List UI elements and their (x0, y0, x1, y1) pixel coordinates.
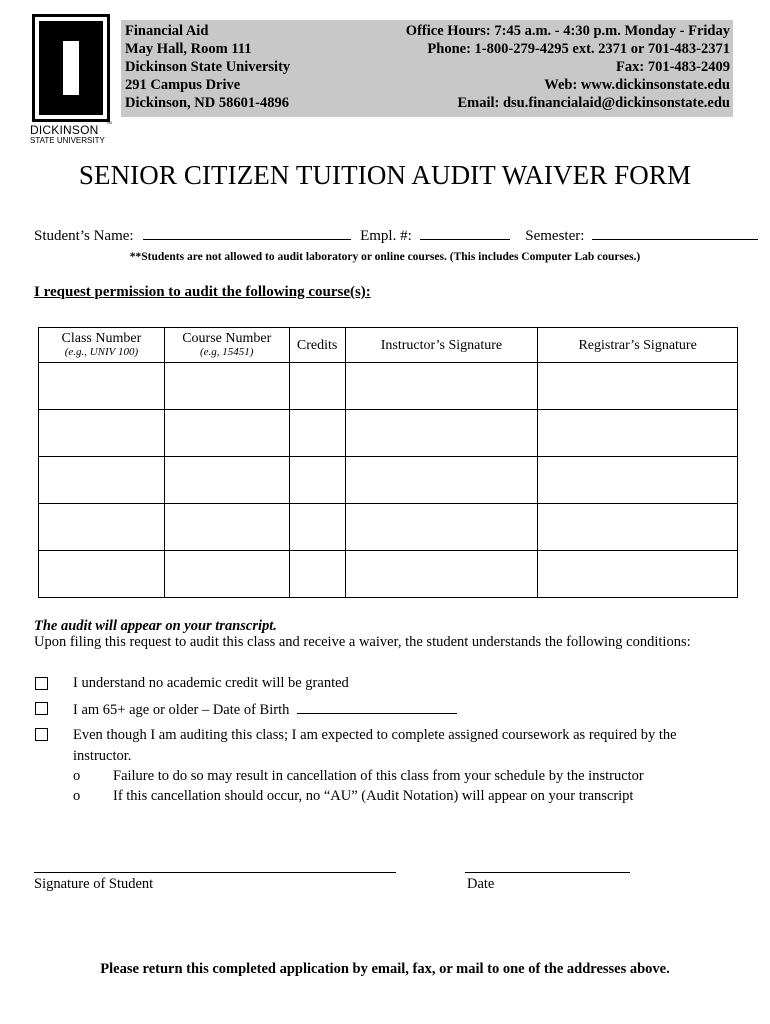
coursework-checkbox[interactable] (35, 728, 48, 741)
empl-number-field[interactable] (420, 227, 510, 240)
form-title: SENIOR CITIZEN TUITION AUDIT WAIVER FORM (78, 160, 692, 190)
table-row (39, 457, 738, 504)
credits-cell[interactable] (289, 410, 345, 457)
cancellation-condition: Failure to do so may result in cancellation of this class from your schedule by the instructor (113, 768, 644, 784)
course-number-cell[interactable] (164, 551, 289, 598)
conditions-intro: Upon filing this request to audit this class and receive a waiver, the student understands the following conditions: (34, 634, 691, 650)
class-number-cell[interactable] (39, 457, 165, 504)
semester-field[interactable] (592, 227, 758, 240)
instructor-signature-cell[interactable] (345, 410, 538, 457)
university-name: Dickinson State University (125, 59, 291, 75)
instructor-signature-cell[interactable] (345, 363, 538, 410)
credits-cell[interactable] (289, 457, 345, 504)
student-info-row (34, 227, 758, 245)
col-instructor-signature: Instructor’s Signature (345, 328, 538, 363)
class-number-cell[interactable] (39, 504, 165, 551)
age-text: I am 65+ age or older – Date of Birth (73, 702, 290, 718)
table-header-row (39, 328, 738, 363)
instructor-signature-cell[interactable] (345, 504, 538, 551)
table-row (39, 363, 738, 410)
class-number-cell[interactable] (39, 410, 165, 457)
office-hours: Office Hours: 7:45 a.m. - 4:30 p.m. Monday - Friday (405, 23, 730, 39)
course-number-cell[interactable] (164, 363, 289, 410)
instructor-signature-cell[interactable] (345, 457, 538, 504)
logo-subtitle: STATE UNIVERSITY (30, 136, 105, 145)
col-example: (e.g., UNIV 100) (64, 346, 139, 358)
table-row (39, 551, 738, 598)
col-registrar-signature: Registrar’s Signature (538, 328, 738, 363)
credits-cell[interactable] (289, 363, 345, 410)
registrar-signature-cell[interactable] (538, 504, 738, 551)
logo-emblem (32, 14, 110, 122)
class-number-cell[interactable] (39, 363, 165, 410)
return-instructions: Please return this completed application by email, fax, or mail to one of the addresses above. (100, 961, 670, 977)
table-row (39, 504, 738, 551)
col-course-number (164, 328, 289, 363)
student-name-field[interactable] (143, 227, 351, 240)
contact-header (121, 20, 733, 117)
street-address: 291 Campus Drive (125, 77, 241, 93)
audit-notation-condition: If this cancellation should occur, no “AU” (Audit Notation) will appear on your transcript (113, 788, 634, 804)
office-name: Financial Aid (125, 23, 209, 39)
col-label: Class Number (61, 331, 142, 346)
city-state-zip: Dickinson, ND 58601-4896 (125, 95, 289, 111)
no-credit-text: I understand no academic credit will be granted (73, 675, 349, 691)
course-number-cell[interactable] (164, 457, 289, 504)
bullet-icon: o (73, 788, 81, 804)
registrar-signature-cell[interactable] (538, 551, 738, 598)
registrar-signature-cell[interactable] (538, 410, 738, 457)
logo-name: DICKINSON (30, 123, 99, 137)
col-class-number (39, 328, 165, 363)
office-room: May Hall, Room 111 (125, 41, 252, 57)
age-text-row (73, 701, 457, 719)
student-name-label: Student’s Name: (34, 228, 134, 244)
university-logo (30, 14, 114, 146)
date-label: Date (467, 876, 495, 892)
coursework-text: Even though I am auditing this class; I am expected to complete assigned coursework as required by the (73, 727, 677, 743)
credits-cell[interactable] (289, 504, 345, 551)
student-signature-label: Signature of Student (34, 876, 154, 892)
student-signature-line[interactable] (34, 872, 396, 873)
course-number-cell[interactable] (164, 504, 289, 551)
col-credits: Credits (289, 328, 345, 363)
no-credit-checkbox[interactable] (35, 677, 48, 690)
conditions-heading: The audit will appear on your transcript. (34, 618, 277, 634)
registrar-signature-cell[interactable] (538, 363, 738, 410)
fax: Fax: 701-483-2409 (616, 59, 730, 75)
col-example: (e.g, 15451) (199, 346, 254, 358)
course-table (38, 327, 738, 598)
date-line[interactable] (465, 872, 630, 873)
contact-block (406, 22, 730, 112)
semester-label: Semester: (525, 228, 585, 244)
address-block (125, 22, 290, 112)
date-of-birth-field[interactable] (297, 701, 457, 714)
web: Web: www.dickinsonstate.edu (544, 77, 730, 93)
email: Email: dsu.financialaid@dickinsonstate.edu (457, 95, 730, 111)
bullet-icon: o (73, 768, 81, 784)
phone: Phone: 1-800-279-4295 ext. 2371 or 701-483-2371 (427, 41, 730, 57)
request-heading: I request permission to audit the following course(s): (34, 284, 371, 300)
coursework-text-continued: instructor. (73, 748, 132, 764)
restriction-note: **Students are not allowed to audit laboratory or online courses. (This includes Computer Lab courses.) (129, 251, 641, 263)
credits-cell[interactable] (289, 551, 345, 598)
col-label: Course Number (182, 331, 272, 346)
empl-label: Empl. #: (360, 228, 412, 244)
course-number-cell[interactable] (164, 410, 289, 457)
instructor-signature-cell[interactable] (345, 551, 538, 598)
table-row (39, 410, 738, 457)
class-number-cell[interactable] (39, 551, 165, 598)
registrar-signature-cell[interactable] (538, 457, 738, 504)
logo-trademark: TM (106, 120, 112, 125)
age-checkbox[interactable] (35, 702, 48, 715)
